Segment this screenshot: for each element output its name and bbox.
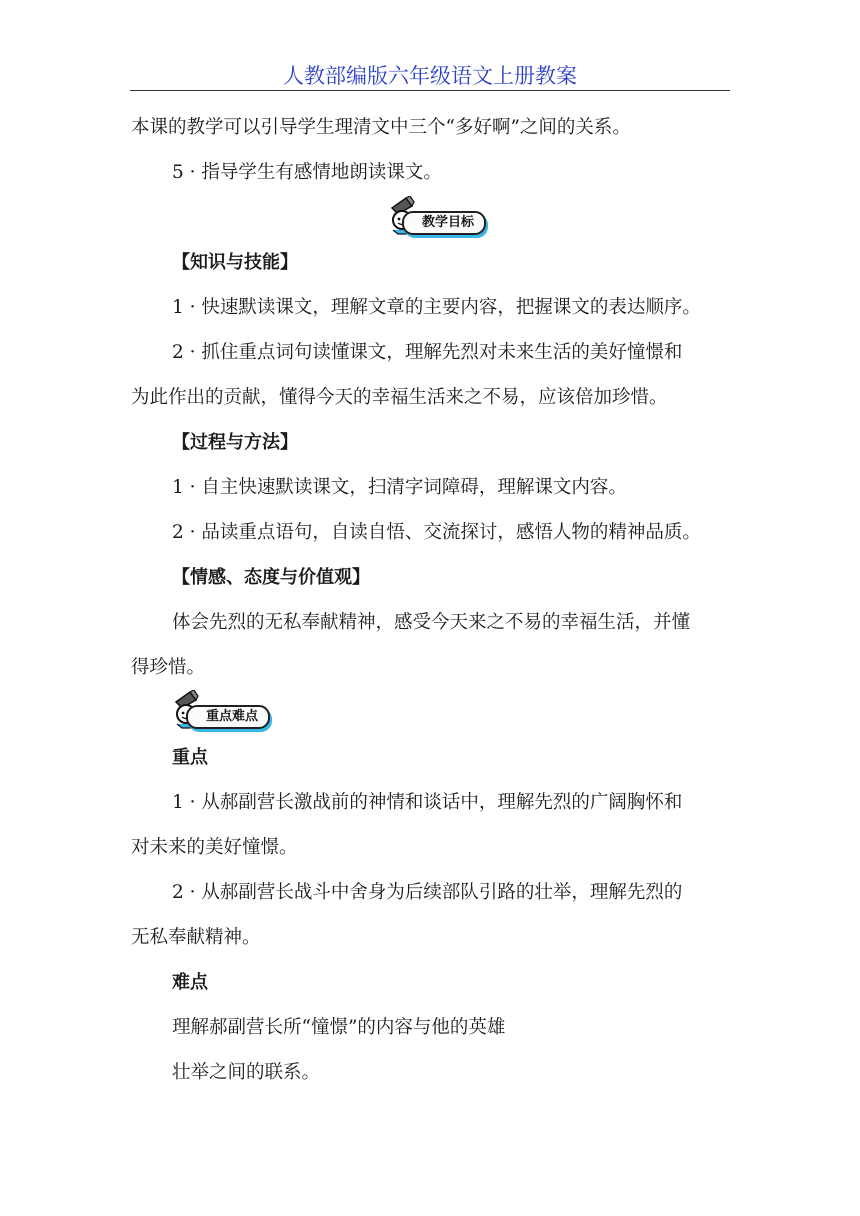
paragraph-line: 得珍惜。 (131, 657, 206, 678)
list-item: 5 · 指导学生有感情地朗读课文。 (172, 162, 442, 183)
paragraph-line: 本课的教学可以引导学生理清文中三个“多好啊”之间的关系。 (131, 117, 631, 138)
header-title: 人教部编版六年级语文上册教案 (283, 64, 577, 88)
paragraph-line: 理解郝副营长所“憧憬”的内容与他的英雄 (172, 1017, 506, 1038)
list-item: 2 · 从郝副营长战斗中舍身为后续部队引路的壮举，理解先烈的 (172, 882, 683, 903)
list-item: 2 · 品读重点语句，自读自悟、交流探讨，感悟人物的精神品质。 (172, 522, 701, 543)
section-heading: 【知识与技能】 (172, 252, 298, 273)
paragraph-line: 为此作出的贡献，懂得今天的幸福生活来之不易，应该倍加珍惜。 (131, 387, 668, 408)
list-item: 1 · 自主快速默读课文，扫清字词障碍，理解课文内容。 (172, 477, 627, 498)
paragraph-line: 无私奉献精神。 (131, 927, 261, 948)
paragraph-line: 壮举之间的联系。 (172, 1062, 321, 1083)
section-heading: 【过程与方法】 (172, 432, 298, 453)
paragraph-line: 体会先烈的无私奉献精神，感受今天来之不易的幸福生活，并懂 (172, 612, 691, 633)
badge-label: 教学目标 (402, 211, 486, 235)
list-item: 1 · 快速默读课文，理解文章的主要内容，把握课文的表达顺序。 (172, 297, 701, 318)
section-heading: 难点 (172, 972, 208, 993)
section-badge-key-points (172, 690, 296, 730)
list-item: 1 · 从郝副营长激战前的神情和谈话中，理解先烈的广阔胸怀和 (172, 792, 683, 813)
list-item: 2 · 抓住重点词句读懂课文，理解先烈对未来生活的美好憧憬和 (172, 342, 683, 363)
section-badge-teaching-goals (388, 196, 512, 236)
paragraph-line: 对未来的美好憧憬。 (131, 837, 298, 858)
page-header (130, 62, 730, 91)
section-heading: 重点 (172, 747, 208, 768)
section-heading: 【情感、态度与价值观】 (172, 567, 370, 588)
badge-label: 重点难点 (186, 705, 270, 729)
